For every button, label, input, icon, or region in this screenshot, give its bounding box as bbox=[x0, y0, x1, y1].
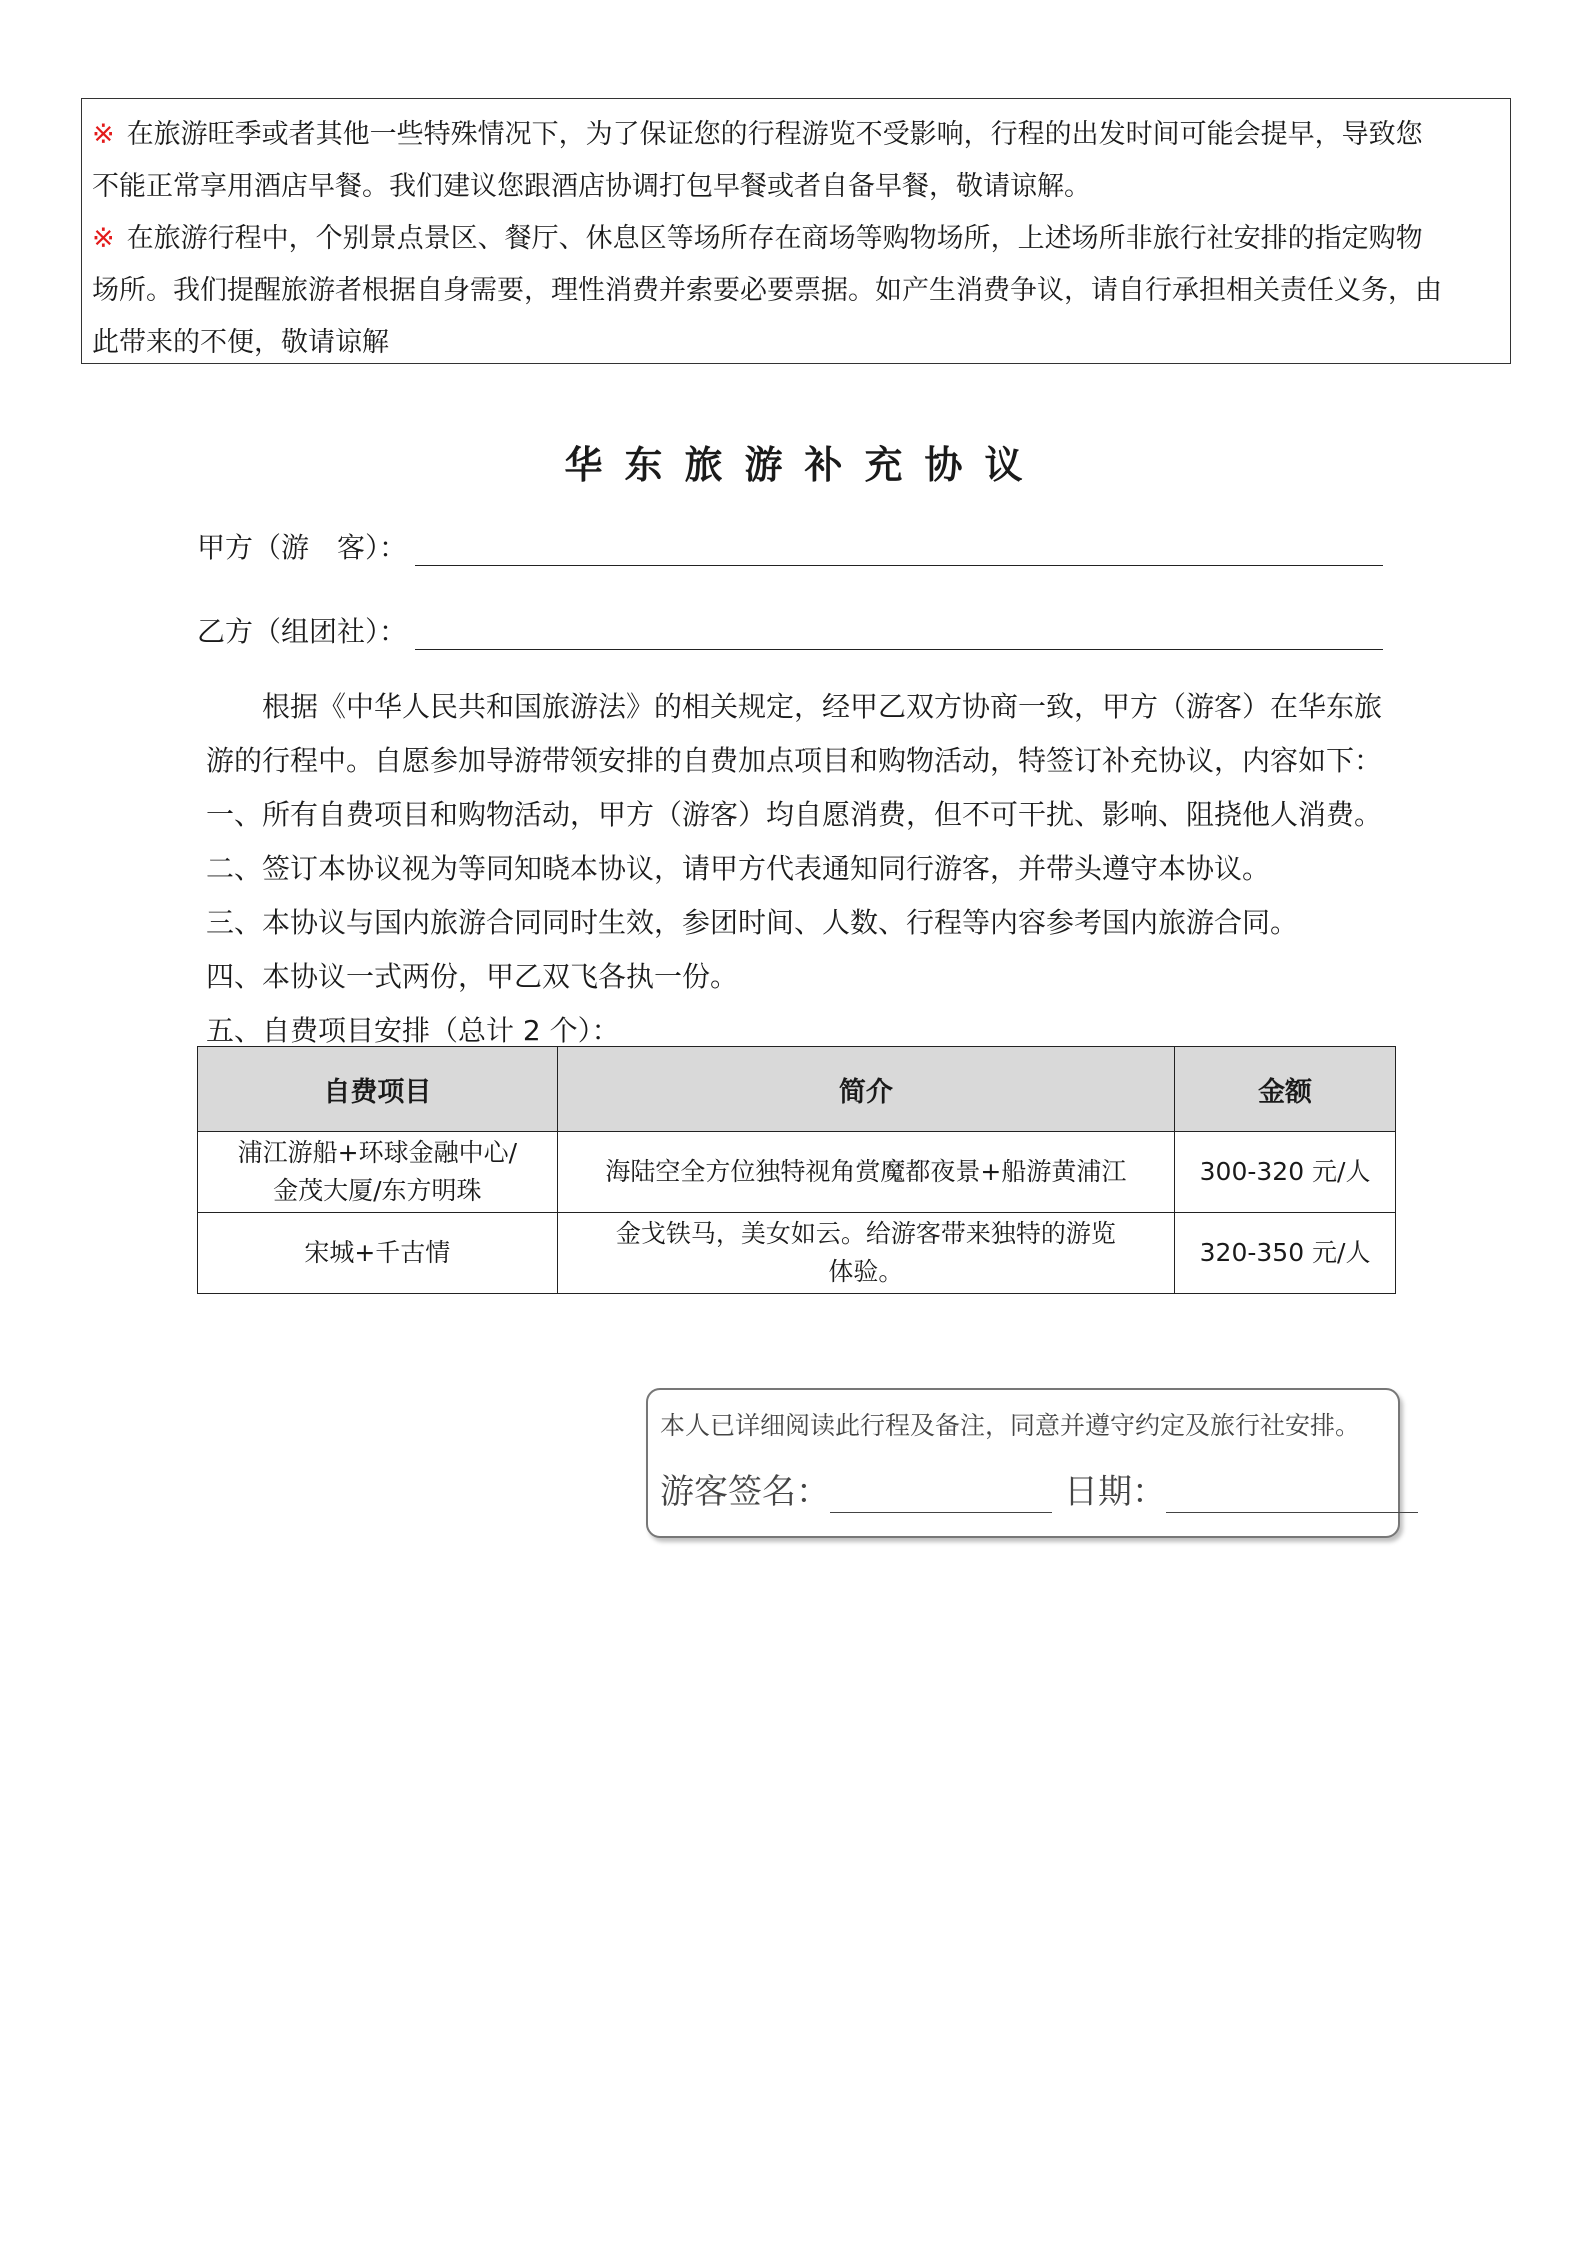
description-cell: 海陆空全方位独特视角赏魔都夜景+船游黄浦江 bbox=[557, 1132, 1174, 1213]
clause: 一、所有自费项目和购物活动，甲方（游客）均自愿消费，但不可干扰、影响、阻挠他人消费。 bbox=[206, 798, 1383, 831]
notice-box bbox=[81, 98, 1511, 364]
party-a-row bbox=[197, 526, 1383, 566]
notice-line: ※ 在旅游行程中，个别景点景区、餐厅、休息区等场所存在商场等购物场所，上述场所非旅行社安排的指定购物 bbox=[92, 223, 1423, 254]
party-b-field[interactable] bbox=[415, 619, 1383, 650]
notice-line: 不能正常享用酒店早餐。我们建议您跟酒店协调打包早餐或者自备早餐，敬请谅解。 bbox=[92, 171, 1091, 202]
party-a-label: 甲方（游 客）： bbox=[197, 531, 408, 564]
table-row bbox=[198, 1132, 1396, 1213]
column-header: 金额 bbox=[1175, 1047, 1396, 1132]
notice-line: ※ 在旅游旺季或者其他一些特殊情况下，为了保证您的行程游览不受影响，行程的出发时间可能会提早，导致您 bbox=[92, 119, 1423, 150]
price-cell: 300-320 元/人 bbox=[1175, 1132, 1396, 1213]
consent-note: 本人已详细阅读此行程及备注，同意并遵守约定及旅行社安排。 bbox=[660, 1411, 1361, 1440]
clause: 四、本协议一式两份，甲乙双飞各执一份。 bbox=[206, 960, 739, 993]
intro-line: 游的行程中。自愿参加导游带领安排的自费加点项目和购物活动，特签订补充协议，内容如下： bbox=[206, 744, 1383, 777]
notice-line: 场所。我们提醒旅游者根据自身需要，理性消费并索要必要票据。如产生消费争议，请自行承担相关责任义务，由 bbox=[92, 275, 1442, 306]
signature-row bbox=[660, 1464, 1418, 1513]
price-cell: 320-350 元/人 bbox=[1175, 1213, 1396, 1294]
intro-line: 根据《中华人民共和国旅游法》的相关规定，经甲乙双方协商一致，甲方（游客）在华东旅 bbox=[262, 690, 1383, 723]
signature-field[interactable] bbox=[830, 1482, 1052, 1513]
item-cell: 浦江游船+环球金融中心/ 金茂大厦/东方明珠 bbox=[198, 1132, 558, 1213]
description-cell: 金戈铁马，美女如云。给游客带来独特的游览 体验。 bbox=[557, 1213, 1174, 1294]
signature-label: 游客签名： bbox=[660, 1472, 830, 1512]
optional-activities-table bbox=[197, 1046, 1396, 1294]
reference-mark-icon: ※ bbox=[92, 223, 115, 254]
reference-mark-icon: ※ bbox=[92, 119, 115, 150]
date-label: 日期： bbox=[1064, 1472, 1166, 1512]
party-b-label: 乙方（组团社）： bbox=[197, 615, 408, 648]
column-header: 自费项目 bbox=[198, 1047, 558, 1132]
table-header-row bbox=[198, 1047, 1396, 1132]
agreement-body bbox=[206, 680, 1386, 1058]
column-header: 简介 bbox=[557, 1047, 1174, 1132]
party-a-field[interactable] bbox=[415, 535, 1383, 566]
item-cell: 宋城+千古情 bbox=[198, 1213, 558, 1294]
table-row bbox=[198, 1213, 1396, 1294]
date-field[interactable] bbox=[1166, 1482, 1418, 1513]
party-b-row bbox=[197, 610, 1383, 650]
signature-box bbox=[646, 1388, 1400, 1538]
notice-line: 此带来的不便，敬请谅解 bbox=[92, 327, 389, 358]
clause: 三、本协议与国内旅游合同同时生效，参团时间、人数、行程等内容参考国内旅游合同。 bbox=[206, 906, 1299, 939]
clause: 二、签订本协议视为等同知晓本协议，请甲方代表通知同行游客，并带头遵守本协议。 bbox=[206, 852, 1271, 885]
document-title: 华东旅游补充协议 bbox=[564, 443, 1045, 487]
clause: 五、自费项目安排（总计 2 个）： bbox=[206, 1014, 620, 1047]
